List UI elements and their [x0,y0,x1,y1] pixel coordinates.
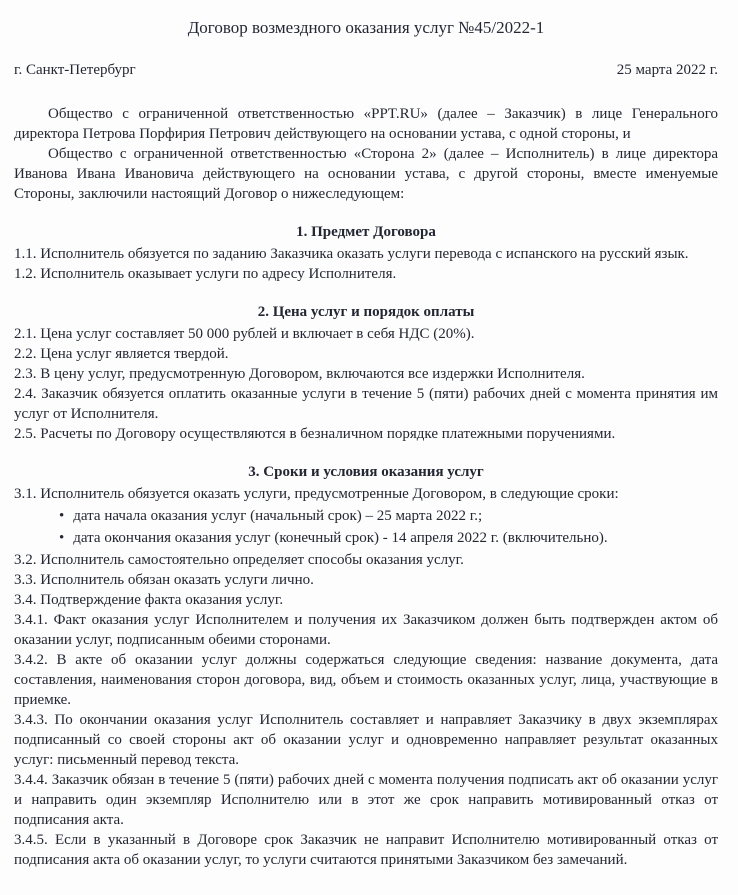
contract-clause: 2.3. В цену услуг, предусмотренную Договором, включаются все издержки Исполнителя. [14,366,585,382]
section-heading: 2. Цена услуг и порядок оплаты [257,304,475,320]
contract-clause: 1.2. Исполнитель оказывает услуги по адресу Исполнителя. [14,266,397,282]
section-heading: 1. Предмет Договора [296,224,436,240]
contract-clause: 3.4.4. Заказчик обязан в течение 5 (пяти) рабочих дней с момента получения подписать акт об оказании услуг и направить один экземпляр Исполнителю или в этот же срок направить мотивированный отказ от подписания акта. [14,772,718,828]
section-price [14,302,718,444]
section-heading: 3. Сроки и условия оказания услуг [248,464,484,480]
section-subject [14,222,718,284]
contract-clause: 1.1. Исполнитель обязуется по заданию Заказчика оказать услуги перевода с испанского на русский язык. [14,246,689,262]
contract-clause: 3.4.3. По окончании оказания услуг Исполнитель составляет и направляет Заказчику в двух экземплярах подписанный со своей стороны акт об оказании услуг и одновременно направляет результат оказанных услуг: письменный перевод текста. [14,712,718,768]
contract-clause: 3.4.1. Факт оказания услуг Исполнителем и получения их Заказчиком должен быть подтвержден актом об оказании услуг, подписанным обеими сторонами. [14,612,718,648]
bullet-icon: • [59,530,65,546]
contract-clause: 3.2. Исполнитель самостоятельно определяет способы оказания услуг. [14,552,464,568]
intro-paragraph: Общество с ограниченной ответственностью «Сторона 2» (далее – Исполнитель) в лице директора Иванова Ивана Ивановича действующего на основании устава, с другой стороны, вместе именуемые Стороны, заключили настоящий Договор о нижеследующем: [14,146,718,202]
contract-clause: 3.4. Подтверждение факта оказания услуг. [14,592,284,608]
place-date-row [14,60,718,80]
bullet-text: дата окончания оказания услуг (конечный срок) - 14 апреля 2022 г. (включительно). [73,530,608,546]
preamble [14,104,718,204]
city-name: г. Санкт-Петербург [14,62,136,78]
contract-clause: 2.2. Цена услуг является твердой. [14,346,229,362]
page-title: Договор возмездного оказания услуг №45/2022-1 [187,18,545,37]
contract-clause: 3.4.2. В акте об оказании услуг должны содержаться следующие сведения: название документа, дата составления, наименования сторон договора, вид, объем и стоимость оказанных услуг, лица, участвующие в приемке. [14,652,718,708]
contract-clause: 3.1. Исполнитель обязуется оказать услуги, предусмотренные Договором, в следующие сроки: [14,486,619,502]
list-item [14,506,718,526]
bullet-icon: • [59,508,65,524]
list-item [14,528,718,548]
contract-clause: 2.1. Цена услуг составляет 50 000 рублей и включает в себя НДС (20%). [14,326,475,342]
contract-clause: 3.3. Исполнитель обязан оказать услуги лично. [14,572,314,588]
document-date: 25 марта 2022 г. [616,62,718,78]
contract-clause: 2.4. Заказчик обязуется оплатить оказанные услуги в течение 5 (пяти) рабочих дней с момента принятия им услуг от Исполнителя. [14,386,718,422]
intro-paragraph: Общество с ограниченной ответственностью «PPT.RU» (далее – Заказчик) в лице Генерального директора Петрова Порфирия Петрович действующего на основании устава, с одной стороны, и [14,106,718,142]
section-terms [14,462,718,870]
contract-clause: 3.4.5. Если в указанный в Договоре срок Заказчик не направит Исполнителю мотивированный отказ от подписания акта об оказании услуг, то услуги считаются принятыми Заказчиком без замечаний. [14,832,718,868]
contract-clause: 2.5. Расчеты по Договору осуществляются в безналичном порядке платежными поручениями. [14,426,616,442]
bullet-text: дата начала оказания услуг (начальный срок) – 25 марта 2022 г.; [73,508,483,524]
